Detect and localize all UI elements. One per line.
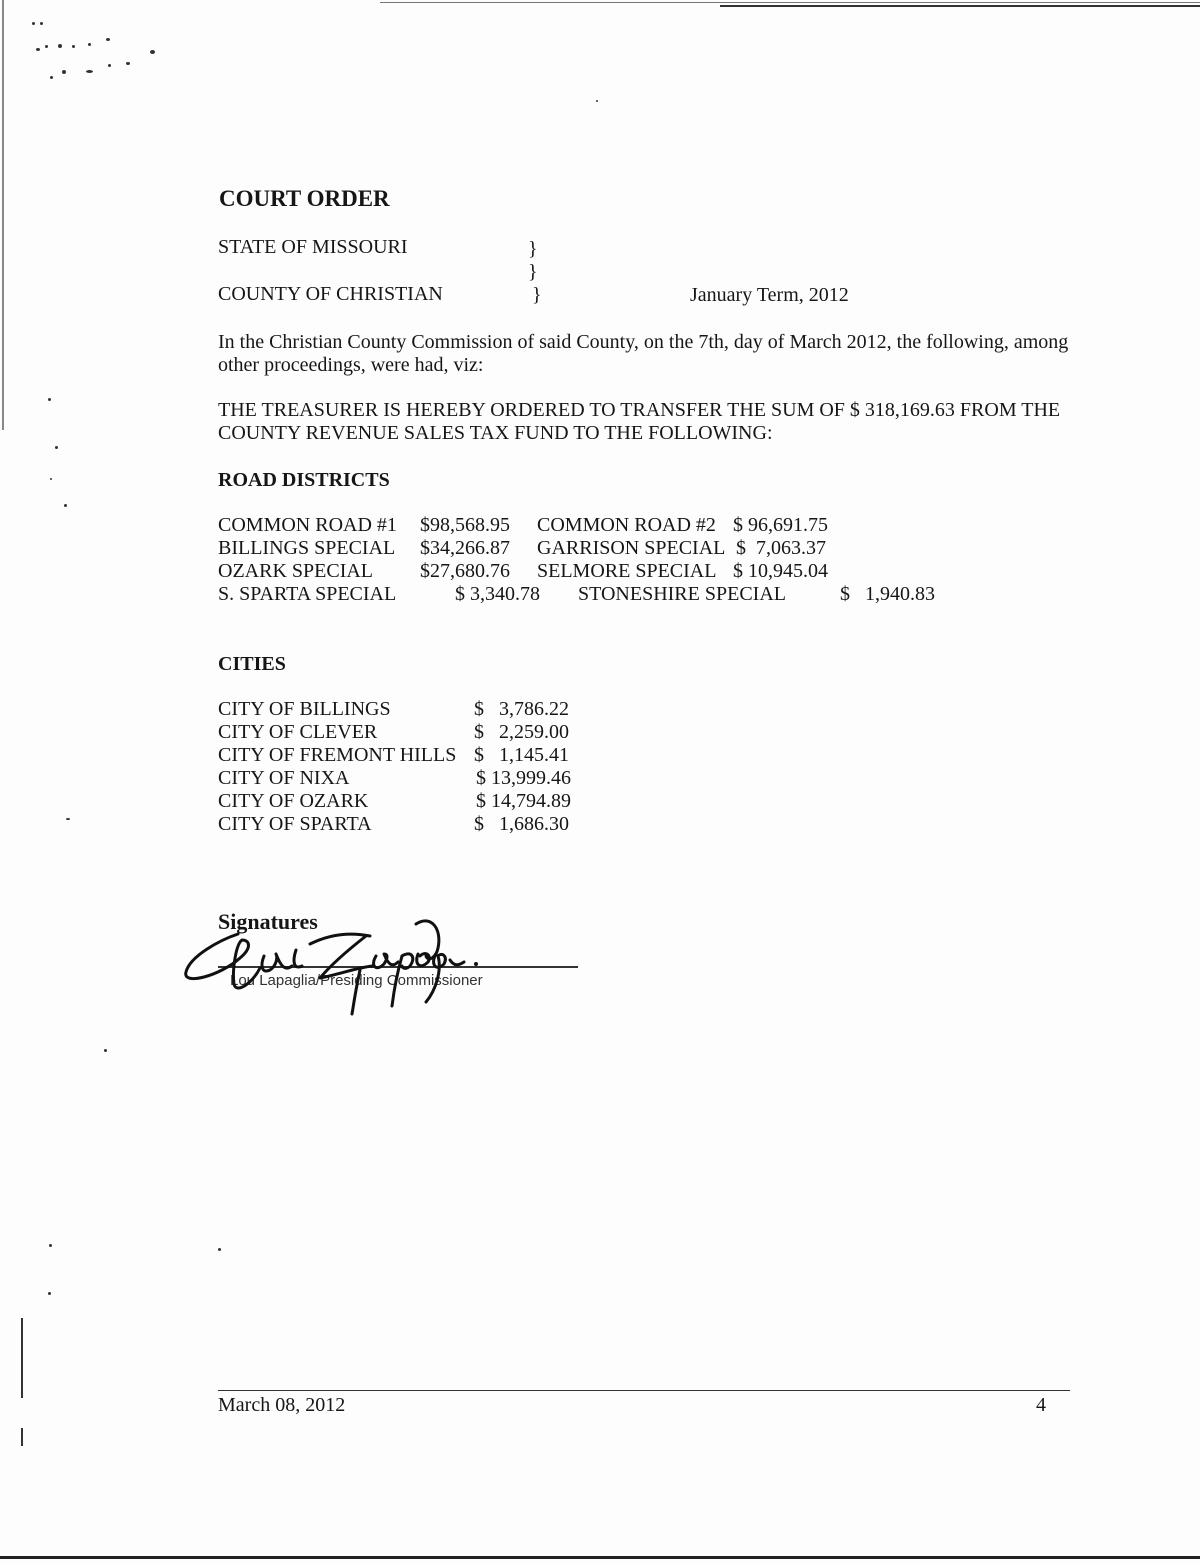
city-name: CITY OF NIXA	[218, 767, 350, 789]
top-scan-line-dark	[720, 5, 1200, 7]
city-amount: $ 13,999.46	[476, 767, 571, 789]
road-amount: $ 10,945.04	[733, 560, 828, 582]
road-amount: $34,266.87	[420, 537, 510, 559]
city-name: CITY OF OZARK	[218, 790, 369, 812]
preamble-line-1: In the Christian County Commission of said County, on the 7th, day of March 2012, the following, among	[218, 331, 1069, 353]
bottom-scan-line	[0, 1556, 1200, 1559]
city-amount: $ 1,145.41	[474, 744, 569, 766]
footer-date: March 08, 2012	[218, 1394, 346, 1416]
city-name: CITY OF BILLINGS	[218, 698, 391, 720]
city-amount: $ 14,794.89	[476, 790, 571, 812]
road-amount: $ 96,691.75	[733, 514, 828, 536]
caption-brace-3: }	[532, 284, 542, 306]
page-number: 4	[1036, 1394, 1046, 1416]
left-margin-mark-2	[21, 1428, 23, 1446]
left-scan-edge	[2, 0, 4, 430]
signatures-heading: Signatures	[218, 909, 318, 934]
page-title: COURT ORDER	[219, 186, 390, 211]
term-label: January Term, 2012	[690, 284, 849, 306]
top-scan-line	[380, 2, 1200, 3]
road-amount: $98,568.95	[420, 514, 510, 536]
caption-brace-1: }	[528, 238, 538, 260]
road-amount: $ 3,340.78	[455, 583, 540, 605]
road-name: STONESHIRE SPECIAL	[578, 583, 786, 605]
city-name: CITY OF FREMONT HILLS	[218, 744, 457, 766]
road-amount: $ 1,940.83	[840, 583, 935, 605]
city-amount: $ 3,786.22	[474, 698, 569, 720]
left-margin-mark	[21, 1318, 23, 1398]
road-name: COMMON ROAD #2	[537, 514, 716, 536]
order-line-2: COUNTY REVENUE SALES TAX FUND TO THE FOLLOWING:	[218, 422, 773, 444]
road-amount: $ 7,063.37	[736, 537, 826, 559]
caption-brace-2: }	[528, 261, 538, 283]
road-name: SELMORE SPECIAL	[537, 560, 717, 582]
road-name: OZARK SPECIAL	[218, 560, 374, 582]
city-name: CITY OF SPARTA	[218, 813, 372, 835]
city-amount: $ 2,259.00	[474, 721, 569, 743]
cities-heading: CITIES	[218, 653, 286, 675]
order-line-1: THE TREASURER IS HEREBY ORDERED TO TRANSFER THE SUM OF $ 318,169.63 FROM THE	[218, 399, 1061, 421]
handwritten-signature	[180, 910, 500, 1020]
road-name: S. SPARTA SPECIAL	[218, 583, 397, 605]
road-name: GARRISON SPECIAL	[537, 537, 726, 559]
signature-caption: Lou Lapaglia/Presiding Commissioner	[230, 972, 483, 989]
road-amount: $27,680.76	[420, 560, 510, 582]
footer-rule	[218, 1390, 1070, 1391]
city-name: CITY OF CLEVER	[218, 721, 378, 743]
road-name: BILLINGS SPECIAL	[218, 537, 396, 559]
county-line: COUNTY OF CHRISTIAN	[218, 283, 443, 305]
city-amount: $ 1,686.30	[474, 813, 569, 835]
preamble-line-2: other proceedings, were had, viz:	[218, 354, 484, 376]
road-districts-heading: ROAD DISTRICTS	[218, 469, 390, 491]
state-line: STATE OF MISSOURI	[218, 236, 408, 258]
road-name: COMMON ROAD #1	[218, 514, 397, 536]
